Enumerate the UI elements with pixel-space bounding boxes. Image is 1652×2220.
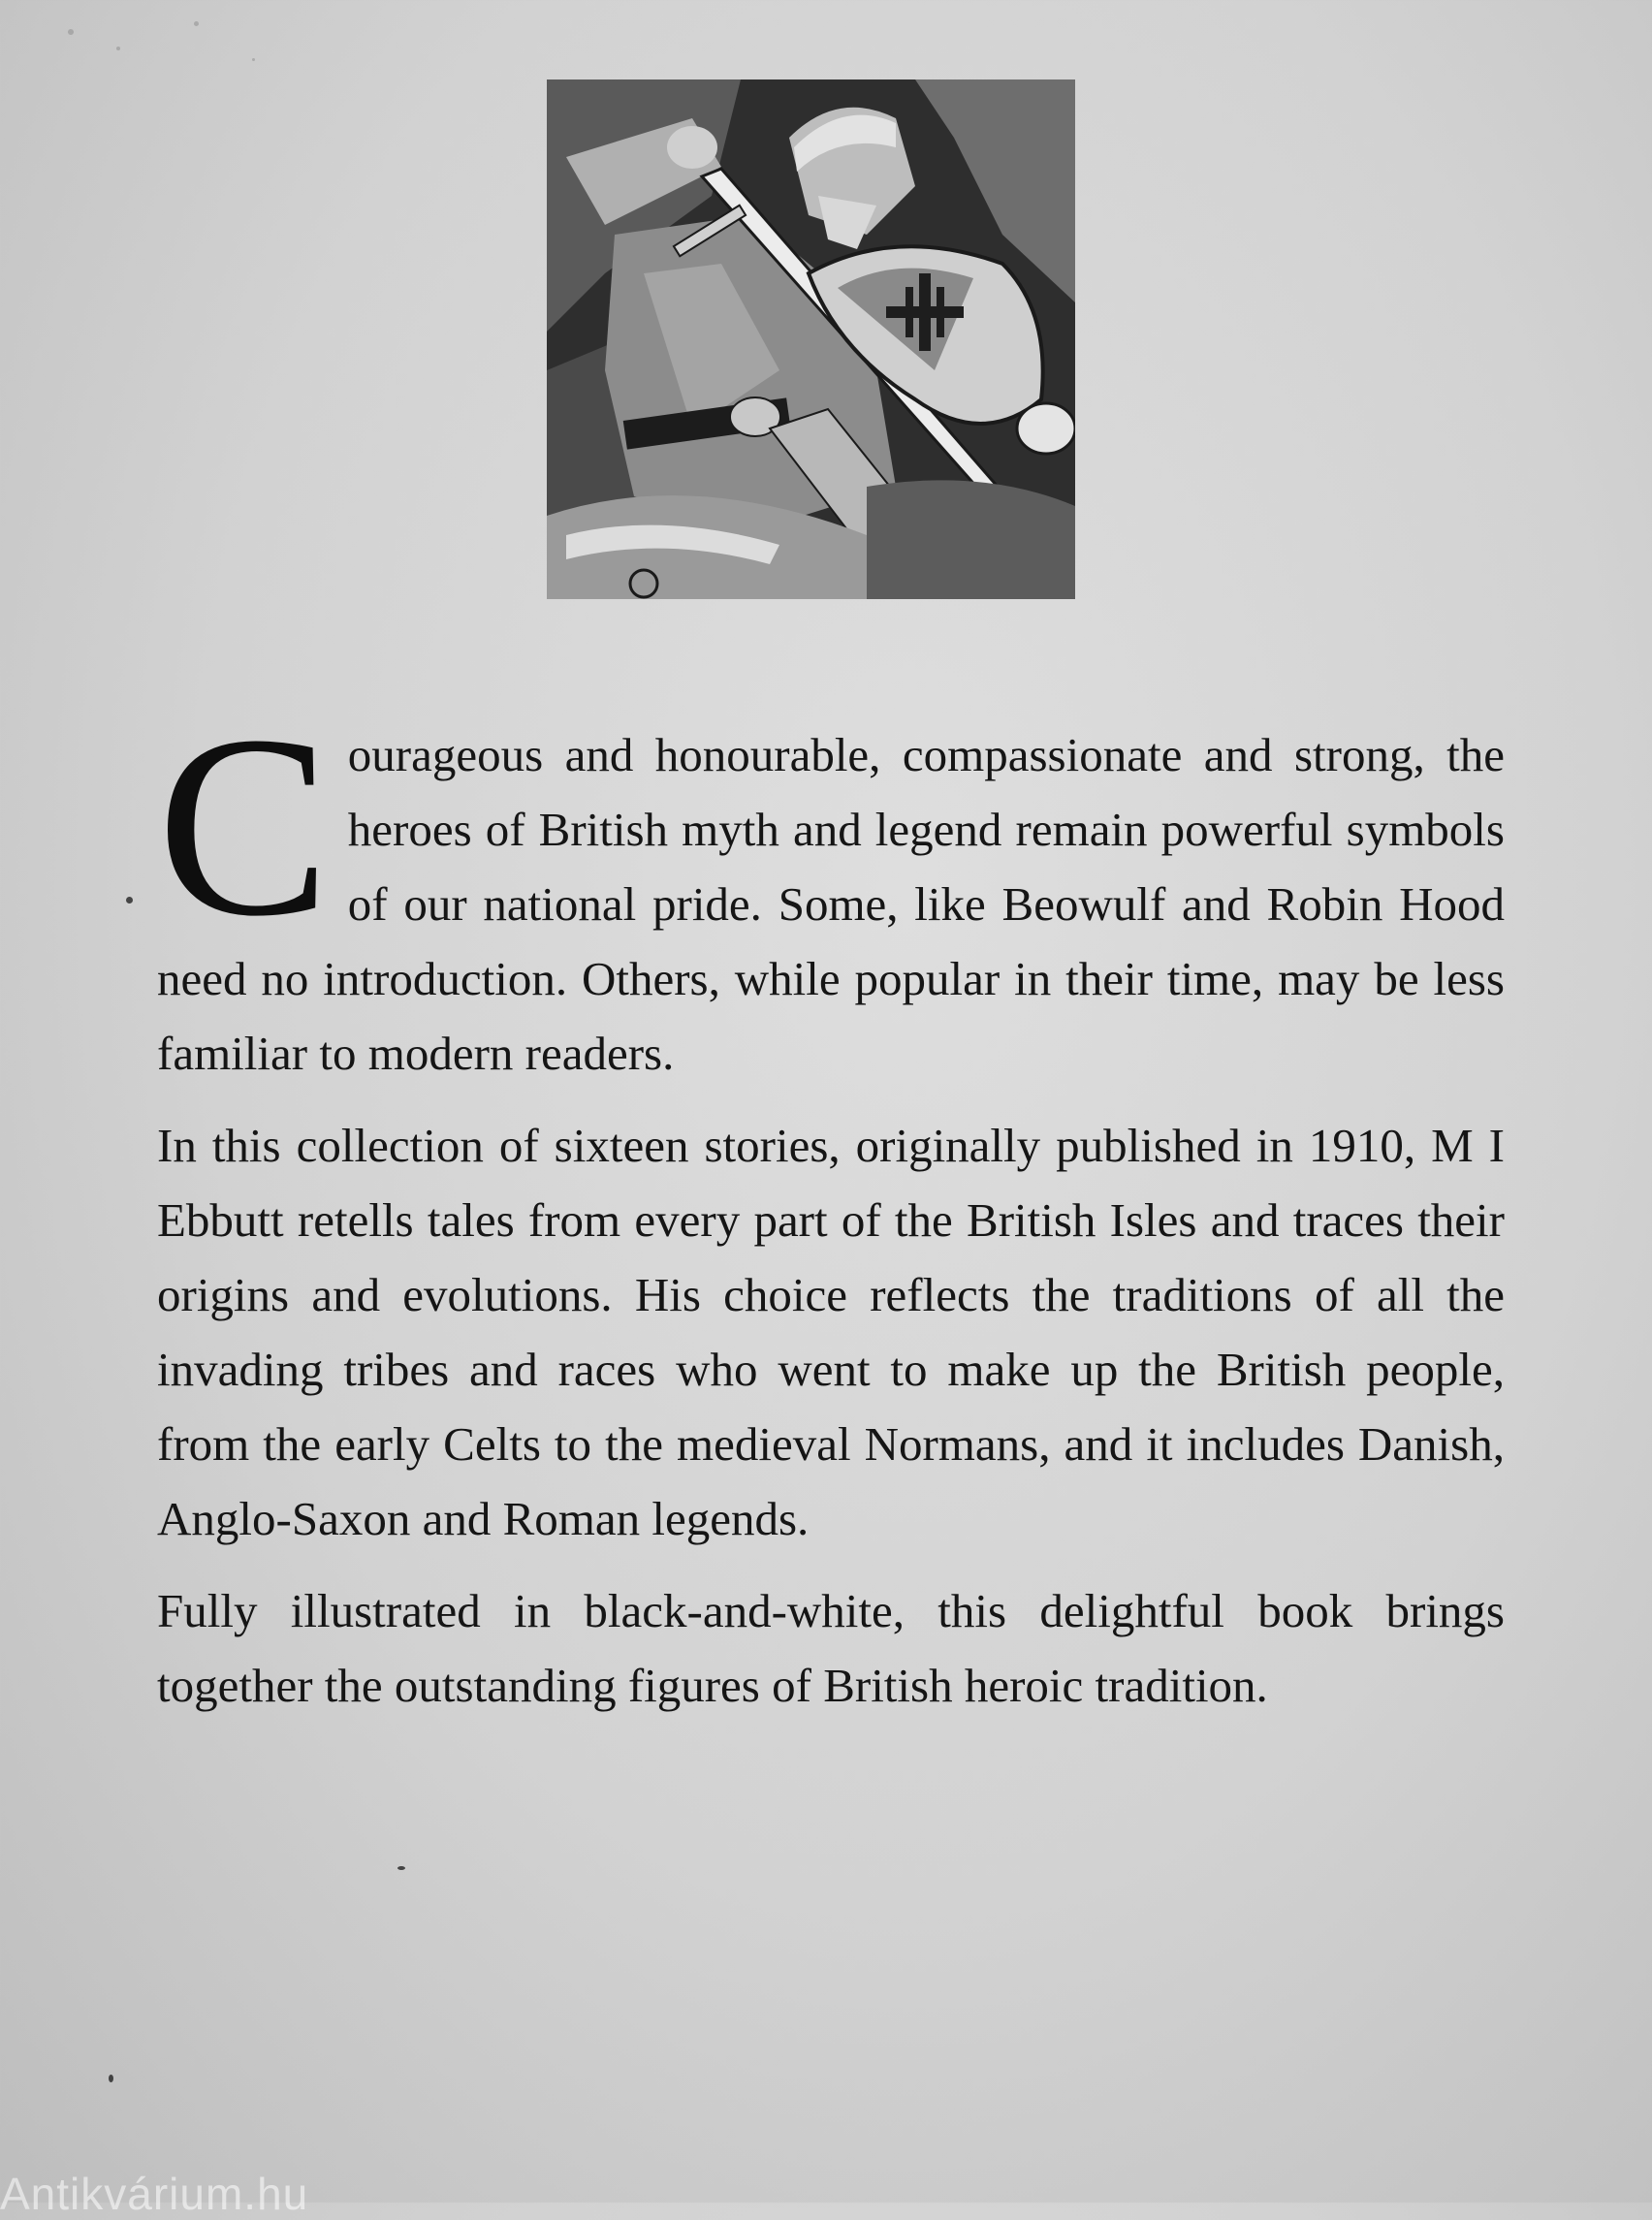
warrior-illustration: [547, 79, 1075, 599]
paper-speckle: [68, 29, 74, 35]
drop-cap: C: [157, 682, 331, 969]
paper-speckle: [252, 58, 255, 61]
paper-speckle: [397, 1866, 405, 1870]
paper-speckle: [194, 21, 199, 26]
paper-speckle: [109, 2075, 113, 2082]
paragraph-1-text: ourageous and honourable, compassionate and strong, the heroes of British myth and legend remain powerful symbols of our national pride. Some, like Beowulf and Robin Hood need no introduction. Others, while popular in their time, may be less familiar to modern readers.: [157, 728, 1505, 1080]
paper-speckle: [116, 47, 120, 50]
paper-speckle: [126, 897, 133, 904]
back-cover-blurb: [157, 682, 1505, 1740]
blurb-paragraph-2: In this collection of sixteen stories, originally published in 1910, M I Ebbutt retells tales from every part of the British Isles and traces their origins and evolutions. His choice reflects the traditions of all the invading tribes and races who went to make up the British people, from the early Celts to the medieval Normans, and it includes Danish, Anglo-Saxon and Roman legends.: [157, 1119, 1505, 1545]
blurb-paragraph-1: [157, 682, 1505, 1091]
watermark: Antikvárium.hu: [0, 2169, 309, 2219]
blurb-paragraph-3: Fully illustrated in black-and-white, this delightful book brings together the outstanding figures of British heroic tradition.: [157, 1584, 1505, 1712]
cover-illustration: [547, 79, 1075, 599]
